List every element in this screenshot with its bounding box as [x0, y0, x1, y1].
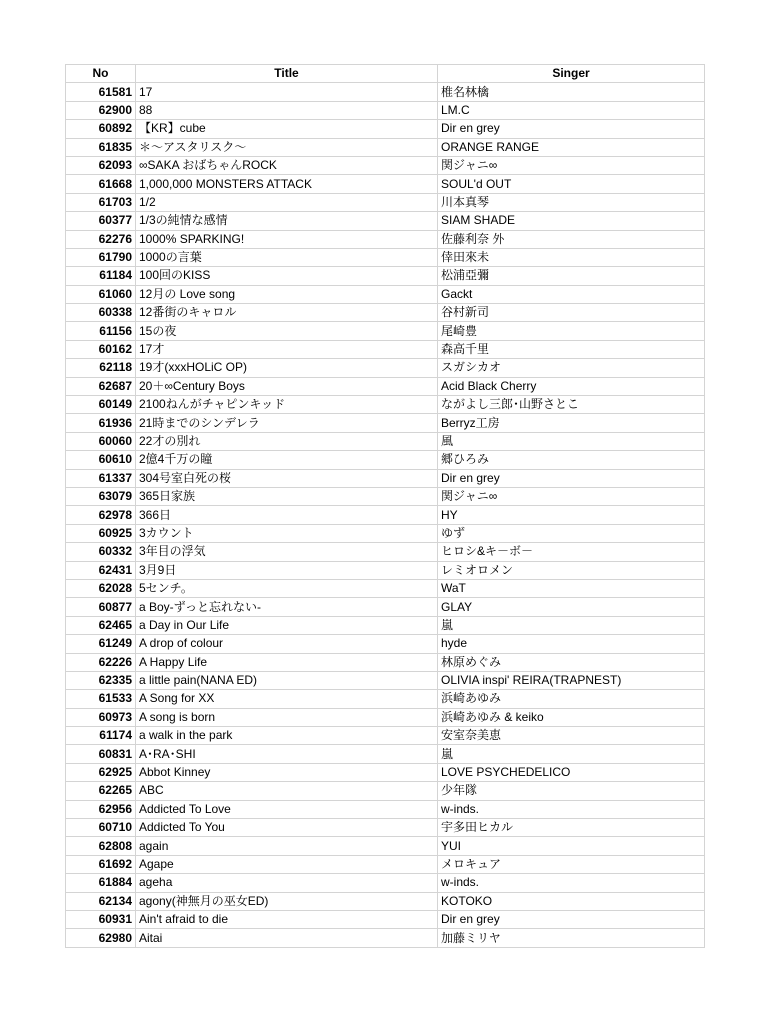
song-title: 20＋∞Century Boys	[136, 377, 438, 395]
song-title: 1,000,000 MONSTERS ATTACK	[136, 175, 438, 193]
table-row	[66, 800, 705, 818]
song-title: Addicted To Love	[136, 800, 438, 818]
song-number: 61156	[66, 322, 136, 340]
song-singer: 郷ひろみ	[438, 451, 705, 469]
song-number: 61692	[66, 855, 136, 873]
song-singer: Dir en grey	[438, 120, 705, 138]
song-title: Agape	[136, 855, 438, 873]
song-singer: KOTOKO	[438, 892, 705, 910]
song-number: 62808	[66, 837, 136, 855]
song-number: 60377	[66, 212, 136, 230]
song-number: 60892	[66, 120, 136, 138]
song-number: 62276	[66, 230, 136, 248]
song-number: 62925	[66, 763, 136, 781]
table-row	[66, 671, 705, 689]
song-singer: 加藤ミリヤ	[438, 929, 705, 947]
song-title: A Happy Life	[136, 653, 438, 671]
song-number: 62265	[66, 782, 136, 800]
song-number: 60162	[66, 340, 136, 358]
song-singer: Gackt	[438, 285, 705, 303]
header-singer: Singer	[438, 65, 705, 83]
table-row	[66, 598, 705, 616]
song-title: 1/2	[136, 193, 438, 211]
song-singer: Dir en grey	[438, 469, 705, 487]
song-singer: レミオロメン	[438, 561, 705, 579]
song-number: 62431	[66, 561, 136, 579]
table-row	[66, 212, 705, 230]
song-title: again	[136, 837, 438, 855]
song-singer: 風	[438, 432, 705, 450]
song-number: 62978	[66, 506, 136, 524]
song-title: Addicted To You	[136, 819, 438, 837]
table-row	[66, 782, 705, 800]
song-singer: ながよし三郎･山野さとこ	[438, 396, 705, 414]
table-row	[66, 396, 705, 414]
song-table-body	[66, 83, 705, 947]
table-row	[66, 101, 705, 119]
table-row	[66, 487, 705, 505]
song-singer: ヒロシ&キ－ボ－	[438, 543, 705, 561]
table-row	[66, 322, 705, 340]
song-singer: w-inds.	[438, 874, 705, 892]
song-singer: 川本真琴	[438, 193, 705, 211]
song-title: 22才の別れ	[136, 432, 438, 450]
table-row	[66, 855, 705, 873]
song-number: 61790	[66, 248, 136, 266]
song-singer: スガシカオ	[438, 359, 705, 377]
song-singer: 尾崎豊	[438, 322, 705, 340]
song-title: Abbot Kinney	[136, 763, 438, 781]
table-row	[66, 156, 705, 174]
table-row	[66, 910, 705, 928]
song-number: 61703	[66, 193, 136, 211]
song-title: 3月9日	[136, 561, 438, 579]
header-title: Title	[136, 65, 438, 83]
song-title: 1000の言葉	[136, 248, 438, 266]
table-row	[66, 892, 705, 910]
song-singer: Acid Black Cherry	[438, 377, 705, 395]
table-row	[66, 359, 705, 377]
table-row	[66, 745, 705, 763]
song-singer: OLIVIA inspi' REIRA(TRAPNEST)	[438, 671, 705, 689]
table-row	[66, 285, 705, 303]
song-number: 60710	[66, 819, 136, 837]
song-singer: Dir en grey	[438, 910, 705, 928]
song-title: a Boy-ずっと忘れない-	[136, 598, 438, 616]
table-row	[66, 579, 705, 597]
song-title: 304号室白死の桜	[136, 469, 438, 487]
song-number: 61249	[66, 635, 136, 653]
song-title: A drop of colour	[136, 635, 438, 653]
header-row	[66, 65, 705, 83]
song-number: 61174	[66, 727, 136, 745]
table-row	[66, 653, 705, 671]
song-title: a little pain(NANA ED)	[136, 671, 438, 689]
table-row	[66, 561, 705, 579]
table-row	[66, 690, 705, 708]
song-number: 62028	[66, 579, 136, 597]
song-title: 1/3の純情な感情	[136, 212, 438, 230]
song-title: A Song for XX	[136, 690, 438, 708]
song-title: ABC	[136, 782, 438, 800]
song-number: 62134	[66, 892, 136, 910]
song-title: 365日家族	[136, 487, 438, 505]
table-row	[66, 819, 705, 837]
song-number: 60149	[66, 396, 136, 414]
table-row	[66, 230, 705, 248]
song-title: 17	[136, 83, 438, 101]
table-row	[66, 635, 705, 653]
song-singer: 少年隊	[438, 782, 705, 800]
table-row	[66, 616, 705, 634]
song-singer: 浜崎あゆみ & keiko	[438, 708, 705, 726]
table-row	[66, 248, 705, 266]
song-singer: ORANGE RANGE	[438, 138, 705, 156]
song-singer: YUI	[438, 837, 705, 855]
song-singer: 宇多田ヒカル	[438, 819, 705, 837]
song-number: 61668	[66, 175, 136, 193]
song-singer: 森高千里	[438, 340, 705, 358]
song-title: 【KR】cube	[136, 120, 438, 138]
table-row	[66, 506, 705, 524]
song-singer: 関ジャニ∞	[438, 487, 705, 505]
table-row	[66, 193, 705, 211]
song-singer: LOVE PSYCHEDELICO	[438, 763, 705, 781]
song-title: 1000% SPARKING!	[136, 230, 438, 248]
song-singer: ゆず	[438, 524, 705, 542]
table-row	[66, 267, 705, 285]
song-title: 17才	[136, 340, 438, 358]
song-number: 60877	[66, 598, 136, 616]
song-title: ＊～アスタリスク～	[136, 138, 438, 156]
song-title: a Day in Our Life	[136, 616, 438, 634]
song-title: ∞SAKA おばちゃんROCK	[136, 156, 438, 174]
song-number: 61533	[66, 690, 136, 708]
song-singer: 松浦亞彌	[438, 267, 705, 285]
table-row	[66, 304, 705, 322]
song-number: 61184	[66, 267, 136, 285]
song-singer: hyde	[438, 635, 705, 653]
song-singer: 倖田來未	[438, 248, 705, 266]
song-singer: 椎名林檎	[438, 83, 705, 101]
song-number: 61936	[66, 414, 136, 432]
song-singer: 谷村新司	[438, 304, 705, 322]
song-singer: 安室奈美恵	[438, 727, 705, 745]
table-row	[66, 763, 705, 781]
song-title: Aitai	[136, 929, 438, 947]
song-title: 366日	[136, 506, 438, 524]
song-title: 3年目の浮気	[136, 543, 438, 561]
song-singer: SIAM SHADE	[438, 212, 705, 230]
table-row	[66, 414, 705, 432]
song-title: 12番街のキャロル	[136, 304, 438, 322]
song-title: 2100ねんがチャピンキッド	[136, 396, 438, 414]
table-row	[66, 929, 705, 947]
song-number: 60332	[66, 543, 136, 561]
song-number: 62980	[66, 929, 136, 947]
song-number: 62465	[66, 616, 136, 634]
song-title: 2億4千万の瞳	[136, 451, 438, 469]
song-singer: 嵐	[438, 745, 705, 763]
song-title: 12月の Love song	[136, 285, 438, 303]
song-singer: 林原めぐみ	[438, 653, 705, 671]
song-number: 61835	[66, 138, 136, 156]
table-row	[66, 727, 705, 745]
song-number: 62956	[66, 800, 136, 818]
song-number: 60925	[66, 524, 136, 542]
song-number: 60338	[66, 304, 136, 322]
table-row	[66, 340, 705, 358]
song-title: 3カウント	[136, 524, 438, 542]
song-number: 61884	[66, 874, 136, 892]
song-singer: 浜崎あゆみ	[438, 690, 705, 708]
table-row	[66, 708, 705, 726]
table-row	[66, 138, 705, 156]
song-number: 63079	[66, 487, 136, 505]
song-singer: w-inds.	[438, 800, 705, 818]
song-number: 60831	[66, 745, 136, 763]
song-number: 60973	[66, 708, 136, 726]
song-number: 62226	[66, 653, 136, 671]
song-singer: GLAY	[438, 598, 705, 616]
song-title: Ain't afraid to die	[136, 910, 438, 928]
table-row	[66, 874, 705, 892]
song-number: 61060	[66, 285, 136, 303]
song-number: 62687	[66, 377, 136, 395]
table-row	[66, 837, 705, 855]
song-singer: LM.C	[438, 101, 705, 119]
song-number: 62335	[66, 671, 136, 689]
song-number: 60060	[66, 432, 136, 450]
song-singer: メロキュア	[438, 855, 705, 873]
song-singer: SOUL'd OUT	[438, 175, 705, 193]
table-row	[66, 120, 705, 138]
song-number: 62118	[66, 359, 136, 377]
song-number: 62900	[66, 101, 136, 119]
table-row	[66, 543, 705, 561]
song-title: 21時までのシンデレラ	[136, 414, 438, 432]
song-title: 88	[136, 101, 438, 119]
song-title: 5センチ。	[136, 579, 438, 597]
table-row	[66, 377, 705, 395]
song-number: 60931	[66, 910, 136, 928]
song-title: A･RA･SHI	[136, 745, 438, 763]
song-title: A song is born	[136, 708, 438, 726]
table-row	[66, 524, 705, 542]
song-singer: WaT	[438, 579, 705, 597]
song-title: a walk in the park	[136, 727, 438, 745]
song-title: 19才(xxxHOLiC OP)	[136, 359, 438, 377]
song-number: 61337	[66, 469, 136, 487]
song-singer: Berryz工房	[438, 414, 705, 432]
song-singer: 嵐	[438, 616, 705, 634]
song-title: 100回のKISS	[136, 267, 438, 285]
table-row	[66, 175, 705, 193]
song-number: 62093	[66, 156, 136, 174]
song-number: 61581	[66, 83, 136, 101]
song-singer: HY	[438, 506, 705, 524]
song-singer: 佐藤利奈 外	[438, 230, 705, 248]
header-no: No	[66, 65, 136, 83]
song-number: 60610	[66, 451, 136, 469]
song-title: 15の夜	[136, 322, 438, 340]
table-row	[66, 451, 705, 469]
song-singer: 関ジャニ∞	[438, 156, 705, 174]
song-table	[65, 64, 705, 948]
song-title: agony(神無月の巫女ED)	[136, 892, 438, 910]
table-row	[66, 432, 705, 450]
table-row	[66, 83, 705, 101]
song-title: ageha	[136, 874, 438, 892]
table-row	[66, 469, 705, 487]
